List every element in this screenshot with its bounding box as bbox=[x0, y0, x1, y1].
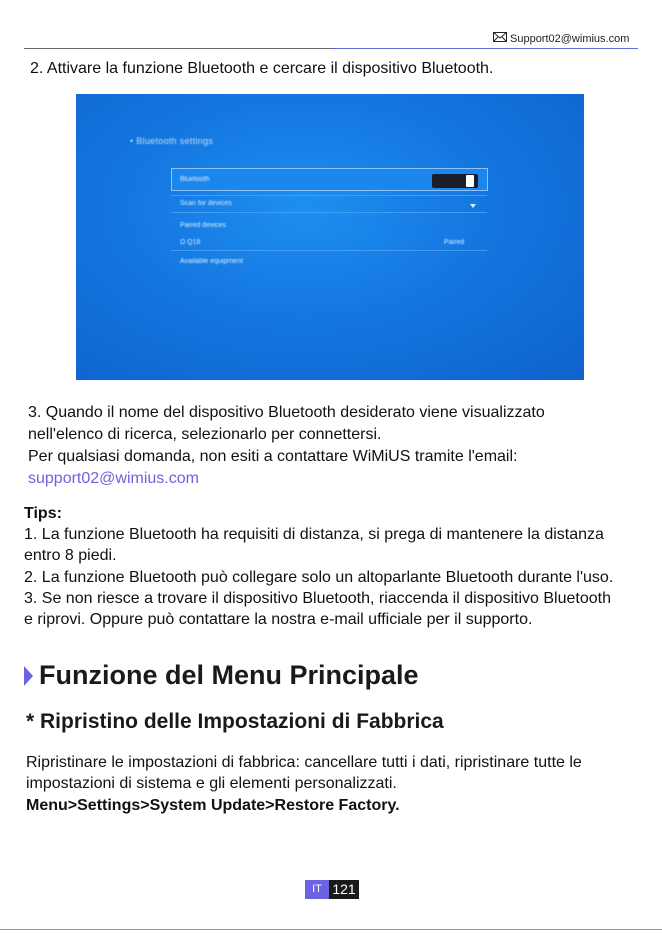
language-code: IT bbox=[305, 880, 329, 899]
page-number-badge bbox=[305, 880, 359, 899]
header-contact bbox=[493, 32, 629, 45]
shot-title: • Bluetooth settings bbox=[130, 136, 214, 146]
tips-label: Tips: bbox=[24, 505, 62, 522]
step-2-text: 2. Attivare la funzione Bluetooth e cercare il dispositivo Bluetooth. bbox=[30, 60, 494, 77]
shot-row-bluetooth: Bluetooth bbox=[180, 176, 210, 183]
shot-row-paired: Paired devices bbox=[180, 222, 226, 229]
step-3-line-2: nell'elenco di ricerca, selezionarlo per connettersi. bbox=[28, 426, 382, 443]
menu-path: Menu>Settings>System Update>Restore Factory. bbox=[26, 797, 400, 814]
support-email-link[interactable]: support02@wimius.com bbox=[28, 470, 199, 487]
header-email[interactable]: Support02@wimius.com bbox=[510, 32, 630, 45]
section-body-line-2: impostazioni di sistema e gli elementi personalizzati. bbox=[26, 775, 397, 792]
shot-row-device-status: Paired bbox=[444, 239, 465, 246]
header-rule-blue bbox=[332, 48, 638, 49]
footer-rule bbox=[0, 929, 662, 930]
tip-line: entro 8 piedi. bbox=[24, 547, 117, 564]
step-3-line-3: Per qualsiasi domanda, non esiti a contattare WiMiUS tramite l'email: bbox=[28, 448, 518, 465]
step-3-line-1: 3. Quando il nome del dispositivo Bluetooth desiderato viene visualizzato bbox=[28, 404, 545, 421]
shot-chevron-down-icon bbox=[470, 204, 476, 208]
mail-icon bbox=[493, 32, 507, 45]
bluetooth-toggle bbox=[432, 174, 478, 188]
tip-line: 1. La funzione Bluetooth ha requisiti di distanza, si prega di mantenere la distanza bbox=[24, 526, 604, 543]
shot-row-available: Available equipment bbox=[180, 258, 243, 265]
tip-line: 2. La funzione Bluetooth può collegare solo un altoparlante Bluetooth durante l'uso. bbox=[24, 569, 614, 586]
section-title: Funzione del Menu Principale bbox=[24, 660, 419, 691]
shot-row-device: Ω Q18 bbox=[180, 239, 201, 246]
tip-line: e riprovi. Oppure può contattare la nostra e-mail ufficiale per il supporto. bbox=[24, 611, 533, 628]
tip-line: 3. Se non riesce a trovare il dispositivo Bluetooth, riaccenda il dispositivo Bluetooth bbox=[24, 590, 611, 607]
triangle-right-icon bbox=[24, 666, 33, 686]
page-number: 121 bbox=[329, 880, 359, 899]
shot-row-scan: Scan for devices bbox=[180, 200, 232, 207]
bluetooth-settings-screenshot bbox=[76, 94, 584, 380]
section-body-line-1: Ripristinare le impostazioni di fabbrica: cancellare tutti i dati, ripristinare tutte le bbox=[26, 754, 582, 771]
section-subtitle: * Ripristino delle Impostazioni di Fabbrica bbox=[26, 710, 444, 733]
header-rule-gray bbox=[24, 48, 332, 49]
